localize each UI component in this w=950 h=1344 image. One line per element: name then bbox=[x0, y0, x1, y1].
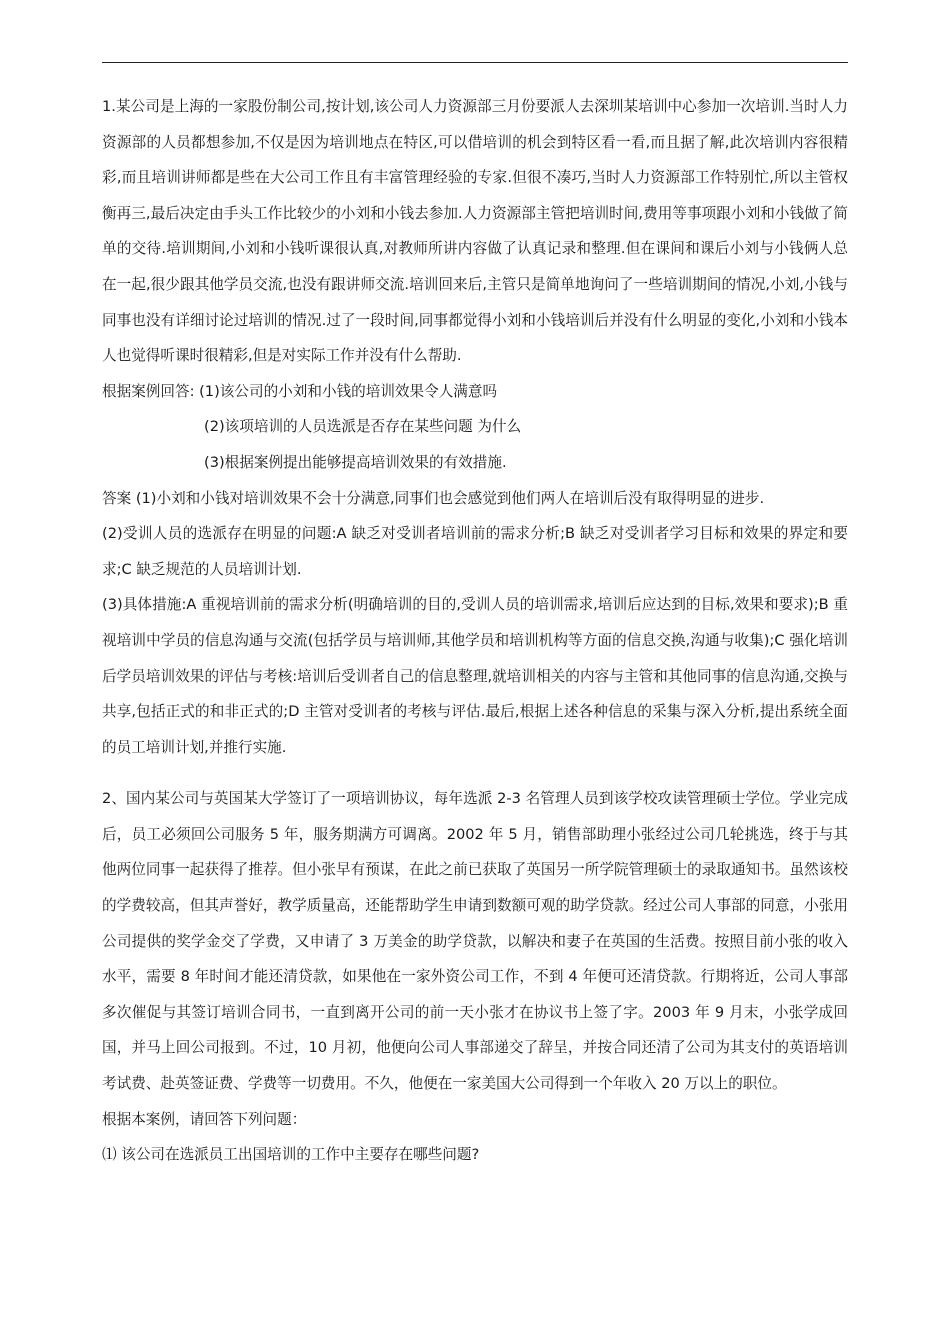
document-body bbox=[102, 89, 848, 1173]
case1-answer-1: 答案 (1)小刘和小钱对培训效果不会十分满意,同事们也会感觉到他们两人在培训后没有取得明显的进步. bbox=[102, 489, 765, 507]
case2-paragraph: 2、国内某公司与英国某大学签订了一项培训协议，每年选派 2-3 名管理人员到该学校攻读管理硕士学位。学业完成后，员工必须回公司服务 5 年，服务期满方可调离。2002 年 5 月，销售部助理小张经过公司几轮挑选，终于与其他两位同事一起获得了推荐。但小张早有预谋，在此之前已获取了英国另一所学院管理硕士的录取通知书。虽然该校的学费较高，但其声誉好，教学质量高，还能帮助学生申请到数额可观的助学贷款。经过公司人事部的同意，小张用公司提供的奖学金交了学费，又申请了 3 万美金的助学贷款，以解决和妻子在英国的生活费。按照目前小张的收入水平，需要 8 年时间才能还清贷款，如果他在一家外资公司工作，不到 4 年便可还清贷款。行期将近，公司人事部多次催促与其签订培训合同书，一直到离开公司的前一天小张才在协议书上签了字。2003 年 9 月末，小张学成回国，并马上回公司报到。不过，10 月初，他便向公司人事部递交了辞呈，并按合同还清了公司为其支付的英语培训考试费、赴英签证费、学费等一切费用。不久，他便在一家美国大公司得到一个年收入 20 万以上的职位。 bbox=[102, 790, 848, 1093]
case1-answer-2: (2)受训人员的选派存在明显的问题:A 缺乏对受训者培训前的需求分析;B 缺乏对受训者学习目标和效果的界定和要求;C 缺乏规范的人员培训计划. bbox=[102, 525, 848, 578]
case1-question-1: 根据案例回答: (1)该公司的小刘和小钱的培训效果令人满意吗 bbox=[102, 382, 498, 400]
case1-answer-3: (3)具体措施:A 重视培训前的需求分析(明确培训的目的,受训人员的培训需求,培训后应达到的目标,效果和要求);B 重视培训中学员的信息沟通与交流(包括学员与培训师,其他学员和培训机构等方面的信息交换,沟通与收集);C 强化培训后学员培训效果的评估与考核:培训后受训者自己的信息整理,就培训相关的内容与主管和其他同事的信息沟通,交换与共享,包括正式的和非正式的;D 主管对受训者的考核与评估.最后,根据上述各种信息的采集与深入分析,提出系统全面的员工培训计划,并推行实施. bbox=[102, 596, 848, 756]
case1-paragraph: 1.某公司是上海的一家股份制公司,按计划,该公司人力资源部三月份要派人去深圳某培训中心参加一次培训.当时人力资源部的人员都想参加,不仅是因为培训地点在特区,可以借培训的机会到特区看一看,而且据了解,此次培训内容很精彩,而且培训讲师都是些在大公司工作且有丰富管理经验的专家.但很不凑巧,当时人力资源部工作特别忙,所以主管权衡再三,最后决定由手头工作比较少的小刘和小钱去参加.人力资源部主管把培训时间,费用等事项跟小刘和小钱做了简单的交待.培训期间,小刘和小钱听课很认真,对教师所讲内容做了认真记录和整理.但在课间和课后小刘与小钱俩人总在一起,很少跟其他学员交流,也没有跟讲师交流.培训回来后,主管只是简单地询问了一些培训期间的情况,小刘,小钱与同事也没有详细讨论过培训的情况.过了一段时间,同事都觉得小刘和小钱培训后并没有什么明显的变化,小刘和小钱本人也觉得听课时很精彩,但是对实际工作并没有什么帮助. bbox=[102, 98, 848, 365]
case1-question-3: (3)根据案例提出能够提高培训效果的有效措施. bbox=[204, 453, 507, 471]
case2-prompt: 根据本案例，请回答下列问题： bbox=[102, 1110, 307, 1128]
header-rule bbox=[102, 62, 848, 63]
section-gap bbox=[102, 765, 848, 781]
case2-question-1: ⑴ 该公司在选派员工出国培训的工作中主要存在哪些问题? bbox=[102, 1146, 480, 1164]
case1-question-2: (2)该项培训的人员选派是否存在某些问题 为什么 bbox=[204, 418, 522, 436]
